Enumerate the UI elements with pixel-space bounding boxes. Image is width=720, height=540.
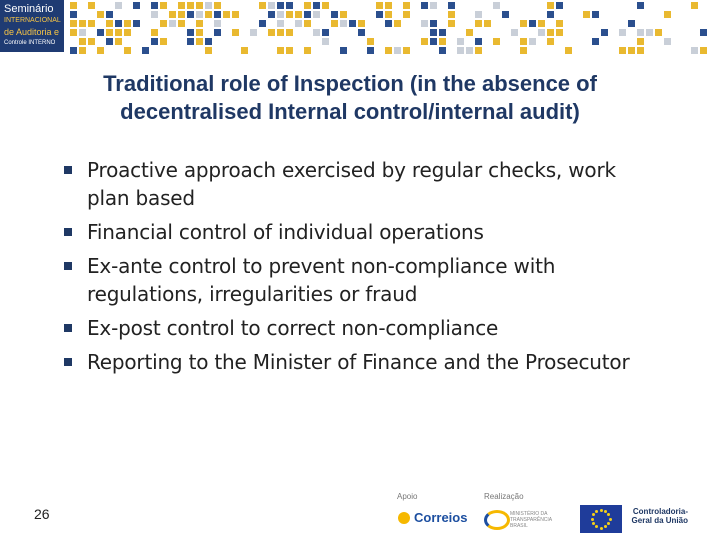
bullet-square-icon — [64, 358, 72, 366]
eu-star-icon — [604, 510, 607, 513]
decorative-square — [385, 47, 392, 54]
decorative-square — [151, 29, 158, 36]
decorative-square — [277, 29, 284, 36]
decorative-square — [313, 29, 320, 36]
decorative-square — [493, 2, 500, 9]
decorative-square — [691, 47, 698, 54]
decorative-square — [268, 29, 275, 36]
decorative-square — [241, 47, 248, 54]
decorative-square — [385, 2, 392, 9]
decorative-square — [205, 11, 212, 18]
decorative-square — [151, 38, 158, 45]
decorative-square — [664, 38, 671, 45]
decorative-square — [484, 20, 491, 27]
decorative-square — [205, 47, 212, 54]
decorative-square — [268, 2, 275, 9]
decorative-square — [106, 20, 113, 27]
decorative-square — [340, 11, 347, 18]
decorative-square — [547, 29, 554, 36]
decorative-square — [583, 11, 590, 18]
eu-star-icon — [607, 513, 610, 516]
decorative-square — [655, 29, 662, 36]
decorative-square — [448, 2, 455, 9]
decorative-square — [664, 11, 671, 18]
decorative-square — [286, 47, 293, 54]
ministry-swirl-icon — [484, 510, 510, 530]
decorative-square — [79, 38, 86, 45]
decorative-square — [556, 29, 563, 36]
eu-star-icon — [595, 525, 598, 528]
eu-star-icon — [600, 509, 603, 512]
decorative-square — [313, 11, 320, 18]
decorative-square — [475, 11, 482, 18]
bullet-square-icon — [64, 166, 72, 174]
decorative-square — [394, 47, 401, 54]
decorative-square — [196, 29, 203, 36]
bullet-square-icon — [64, 262, 72, 270]
page-number: 26 — [34, 506, 50, 522]
decorative-square — [376, 11, 383, 18]
decorative-square — [88, 38, 95, 45]
decorative-square — [259, 2, 266, 9]
decorative-square — [358, 29, 365, 36]
decorative-square — [439, 38, 446, 45]
ministry-logo-text: MINISTÉRIO DA TRANSPARÊNCIA BRASIL — [510, 511, 552, 529]
decorative-square — [79, 47, 86, 54]
header-band — [0, 0, 720, 56]
decorative-square — [106, 11, 113, 18]
decorative-square — [457, 38, 464, 45]
decorative-square — [628, 47, 635, 54]
decorative-square — [547, 2, 554, 9]
decorative-square — [520, 20, 527, 27]
decorative-square — [502, 11, 509, 18]
seminar-logo — [0, 0, 64, 52]
decorative-square — [97, 29, 104, 36]
decorative-square — [79, 29, 86, 36]
decorative-square — [376, 2, 383, 9]
decorative-square — [367, 47, 374, 54]
decorative-square — [286, 29, 293, 36]
bullet-item — [64, 314, 664, 342]
decorative-square — [637, 29, 644, 36]
decorative-square — [286, 2, 293, 9]
decorative-square — [430, 2, 437, 9]
decorative-square — [340, 20, 347, 27]
decorative-square — [106, 38, 113, 45]
decorative-square — [160, 38, 167, 45]
logo-line-3: de Auditoria e — [4, 27, 60, 37]
decorative-square — [178, 11, 185, 18]
decorative-square — [700, 29, 707, 36]
bullet-square-icon — [64, 324, 72, 332]
decorative-square — [448, 20, 455, 27]
decorative-square — [205, 38, 212, 45]
decorative-square — [547, 38, 554, 45]
decorative-square — [331, 20, 338, 27]
decorative-square — [322, 2, 329, 9]
decorative-square — [340, 47, 347, 54]
correios-logo: Correios — [414, 510, 468, 525]
decorative-square — [511, 29, 518, 36]
decorative-square — [70, 11, 77, 18]
decorative-square — [160, 2, 167, 9]
decorative-square — [97, 11, 104, 18]
bullet-text: Ex-ante control to prevent non-compliance with regulations, irregularities or fraud — [87, 254, 556, 306]
decorative-square — [124, 20, 131, 27]
decorative-square — [430, 20, 437, 27]
decorative-square — [178, 2, 185, 9]
decorative-square — [385, 11, 392, 18]
decorative-square — [403, 2, 410, 9]
decorative-square — [619, 47, 626, 54]
decorative-square — [313, 2, 320, 9]
decorative-square — [349, 20, 356, 27]
decorative-square — [196, 20, 203, 27]
decorative-square — [169, 11, 176, 18]
decorative-square — [214, 20, 221, 27]
eu-star-icon — [609, 518, 612, 521]
decorative-square — [538, 20, 545, 27]
eu-star-icon — [600, 527, 603, 530]
decorative-square — [70, 47, 77, 54]
decorative-square — [259, 20, 266, 27]
decorative-square — [322, 38, 329, 45]
eu-star-icon — [607, 522, 610, 525]
eu-star-icon — [591, 518, 594, 521]
correios-icon — [398, 512, 410, 524]
decorative-square — [547, 11, 554, 18]
decorative-square — [385, 20, 392, 27]
decorative-square — [304, 47, 311, 54]
decorative-square — [358, 20, 365, 27]
decorative-square — [592, 11, 599, 18]
decorative-square — [214, 2, 221, 9]
decorative-square — [214, 29, 221, 36]
decorative-square — [196, 38, 203, 45]
eu-star-icon — [595, 510, 598, 513]
bullet-item — [64, 252, 664, 308]
decorative-square — [115, 38, 122, 45]
decorative-square — [520, 38, 527, 45]
decorative-square — [394, 20, 401, 27]
bullet-square-icon — [64, 228, 72, 236]
decorative-square — [628, 20, 635, 27]
decorative-square — [187, 11, 194, 18]
decorative-square — [421, 38, 428, 45]
decorative-square — [520, 47, 527, 54]
decorative-square — [286, 11, 293, 18]
bullet-item — [64, 348, 664, 376]
decorative-square — [232, 29, 239, 36]
decorative-square — [619, 29, 626, 36]
decorative-square — [691, 2, 698, 9]
decorative-square — [151, 11, 158, 18]
decorative-square — [556, 20, 563, 27]
decorative-square — [367, 38, 374, 45]
decorative-square — [169, 20, 176, 27]
decorative-square — [637, 38, 644, 45]
decorative-square — [187, 38, 194, 45]
decorative-square — [439, 47, 446, 54]
decorative-square — [115, 2, 122, 9]
decorative-square — [178, 20, 185, 27]
apoio-label: Apoio — [397, 492, 418, 501]
decorative-square — [556, 2, 563, 9]
decorative-square — [475, 20, 482, 27]
decorative-square — [277, 11, 284, 18]
decorative-square — [295, 11, 302, 18]
decorative-square — [529, 20, 536, 27]
decorative-square — [151, 2, 158, 9]
decorative-square — [124, 47, 131, 54]
decorative-square — [637, 2, 644, 9]
decorative-square — [592, 38, 599, 45]
decorative-square — [133, 20, 140, 27]
decorative-square — [457, 47, 464, 54]
decorative-square — [304, 20, 311, 27]
decorative-square — [250, 29, 257, 36]
decorative-square — [277, 47, 284, 54]
decorative-square — [79, 20, 86, 27]
bullet-text: Ex-post control to correct non-compliance — [87, 316, 499, 340]
decorative-square — [475, 38, 482, 45]
decorative-square — [115, 20, 122, 27]
decorative-square — [232, 11, 239, 18]
decorative-square — [304, 11, 311, 18]
decorative-square — [466, 47, 473, 54]
decorative-square — [304, 2, 311, 9]
decorative-square — [403, 11, 410, 18]
bullet-text: Financial control of individual operations — [87, 220, 484, 244]
decorative-square — [565, 47, 572, 54]
decorative-square — [529, 38, 536, 45]
decorative-square — [322, 29, 329, 36]
decorative-square — [538, 29, 545, 36]
decorative-square — [493, 38, 500, 45]
decorative-square — [637, 47, 644, 54]
bullet-text: Reporting to the Minister of Finance and the Prosecutor — [87, 350, 630, 374]
decorative-square — [331, 11, 338, 18]
bullet-item — [64, 156, 664, 212]
decorative-square — [106, 29, 113, 36]
decorative-square — [223, 11, 230, 18]
decorative-square — [700, 47, 707, 54]
decorative-square — [295, 20, 302, 27]
decorative-square — [70, 20, 77, 27]
decorative-square — [88, 2, 95, 9]
decorative-square — [214, 11, 221, 18]
logo-line-1: Seminário — [4, 3, 54, 15]
decorative-square — [268, 11, 275, 18]
decorative-square — [196, 2, 203, 9]
decorative-square — [646, 29, 653, 36]
decorative-square — [421, 2, 428, 9]
decorative-square — [466, 29, 473, 36]
decorative-square — [196, 11, 203, 18]
cgu-logo: Controladoria-Geral da União — [631, 507, 688, 525]
eu-flag-icon — [580, 505, 622, 533]
decorative-square — [70, 2, 77, 9]
decorative-square — [403, 47, 410, 54]
decorative-square — [97, 47, 104, 54]
decorative-square — [277, 2, 284, 9]
decorative-square — [142, 47, 149, 54]
realizacao-label: Realização — [484, 492, 524, 501]
decorative-square — [277, 20, 284, 27]
bullet-list — [64, 156, 664, 382]
decorative-square — [187, 29, 194, 36]
logo-line-4: Controle INTERNO — [4, 40, 56, 46]
decorative-square — [124, 29, 131, 36]
decorative-square — [88, 20, 95, 27]
decorative-square — [133, 2, 140, 9]
decorative-square — [430, 38, 437, 45]
decorative-square — [601, 29, 608, 36]
eu-star-icon — [592, 522, 595, 525]
decorative-square — [439, 29, 446, 36]
decorative-square — [115, 29, 122, 36]
logo-line-2: INTERNACIONAL — [4, 17, 61, 24]
decorative-square — [448, 11, 455, 18]
slide-title: Traditional role of Inspection (in the absence of decentralised Internal control/internal audit) — [103, 71, 597, 124]
decorative-square — [475, 47, 482, 54]
decorative-square — [70, 29, 77, 36]
eu-star-icon — [604, 525, 607, 528]
bullet-item — [64, 218, 664, 246]
bullet-text: Proactive approach exercised by regular checks, work plan based — [87, 158, 616, 210]
decorative-square — [160, 20, 167, 27]
decorative-square — [205, 2, 212, 9]
eu-star-icon — [592, 513, 595, 516]
decorative-square — [430, 29, 437, 36]
decorative-square — [421, 20, 428, 27]
decorative-square — [187, 2, 194, 9]
